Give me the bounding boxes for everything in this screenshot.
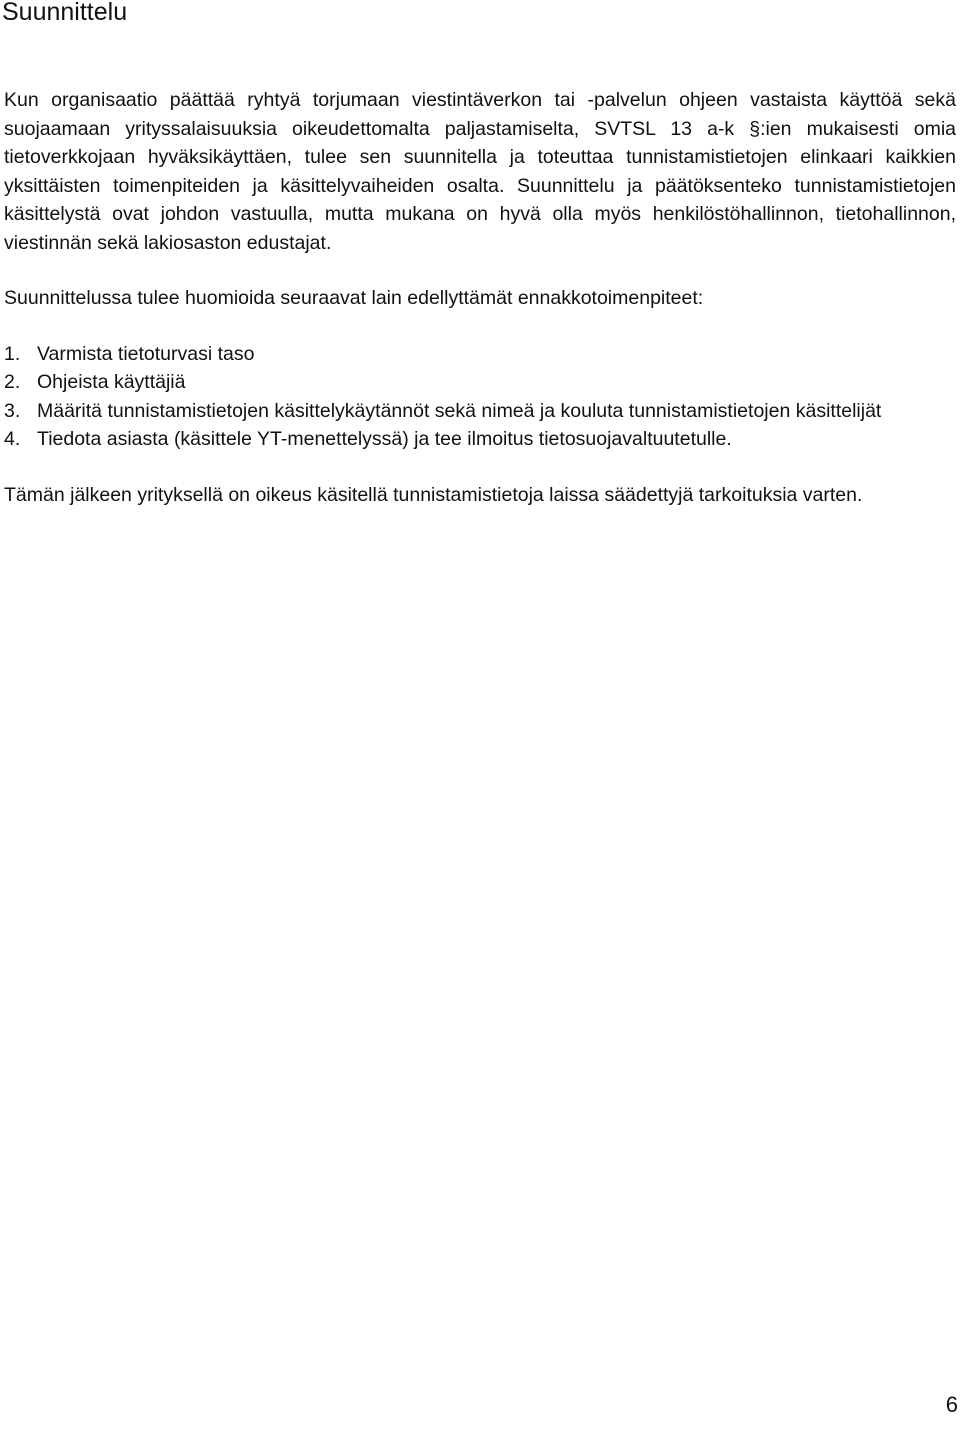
list-item [4, 340, 956, 369]
requirements-list [4, 340, 956, 454]
paragraph-spacer [4, 313, 956, 340]
list-item [4, 425, 956, 454]
list-item [4, 368, 956, 397]
intro-paragraph: Kun organisaatio päättää ryhtyä torjumaan viestintäverkon tai -palvelun ohjeen vastaista käyttöä sekä suojaamaan yrityssalaisuuksia oikeudettomalta paljastamiselta, SVTSL 13 a-k §:ien mukaisesti omia tietoverkkojaan hyväksikäyttäen, tulee sen suunnitella ja toteuttaa tunnistamistietojen elinkaari kaikkien yksittäisten toimenpiteiden ja käsittelyvaiheiden osalta. Suunnittelu ja päätöksenteko tunnistamistietojen käsittelystä ovat johdon vastuulla, mutta mukana on hyvä olla myös henkilöstöhallinnon, tietohallinnon, viestinnän sekä lakiosaston edustajat. [4, 89, 956, 254]
list-item [4, 397, 956, 426]
document-body [4, 86, 956, 509]
page-title: Suunnittelu [2, 0, 128, 26]
paragraph-spacer [4, 454, 956, 481]
paragraph-spacer [4, 257, 956, 284]
page-number: 6 [945, 1392, 958, 1417]
list-item-number: 4. [4, 428, 21, 450]
list-item-text: Tiedota asiasta (käsittele YT-menettelyssä) ja tee ilmoitus tietosuojavaltuutetulle. [37, 428, 732, 450]
closing-paragraph: Tämän jälkeen yrityksellä on oikeus käsitellä tunnistamistietoja laissa säädettyjä tarkoituksia varten. [4, 483, 863, 506]
list-item-number: 2. [4, 371, 21, 393]
list-item-text: Varmista tietoturvasi taso [37, 342, 255, 365]
list-item-number: 1. [4, 342, 21, 365]
list-item-number: 3. [4, 399, 21, 422]
list-item-text: Määritä tunnistamistietojen käsittelykäytännöt sekä nimeä ja kouluta tunnistamistietojen käsittelijät [37, 399, 882, 422]
list-item-text: Ohjeista käyttäjiä [37, 371, 186, 393]
requirements-lead-paragraph: Suunnittelussa tulee huomioida seuraavat lain edellyttämät ennakkotoimenpiteet: [4, 287, 704, 309]
